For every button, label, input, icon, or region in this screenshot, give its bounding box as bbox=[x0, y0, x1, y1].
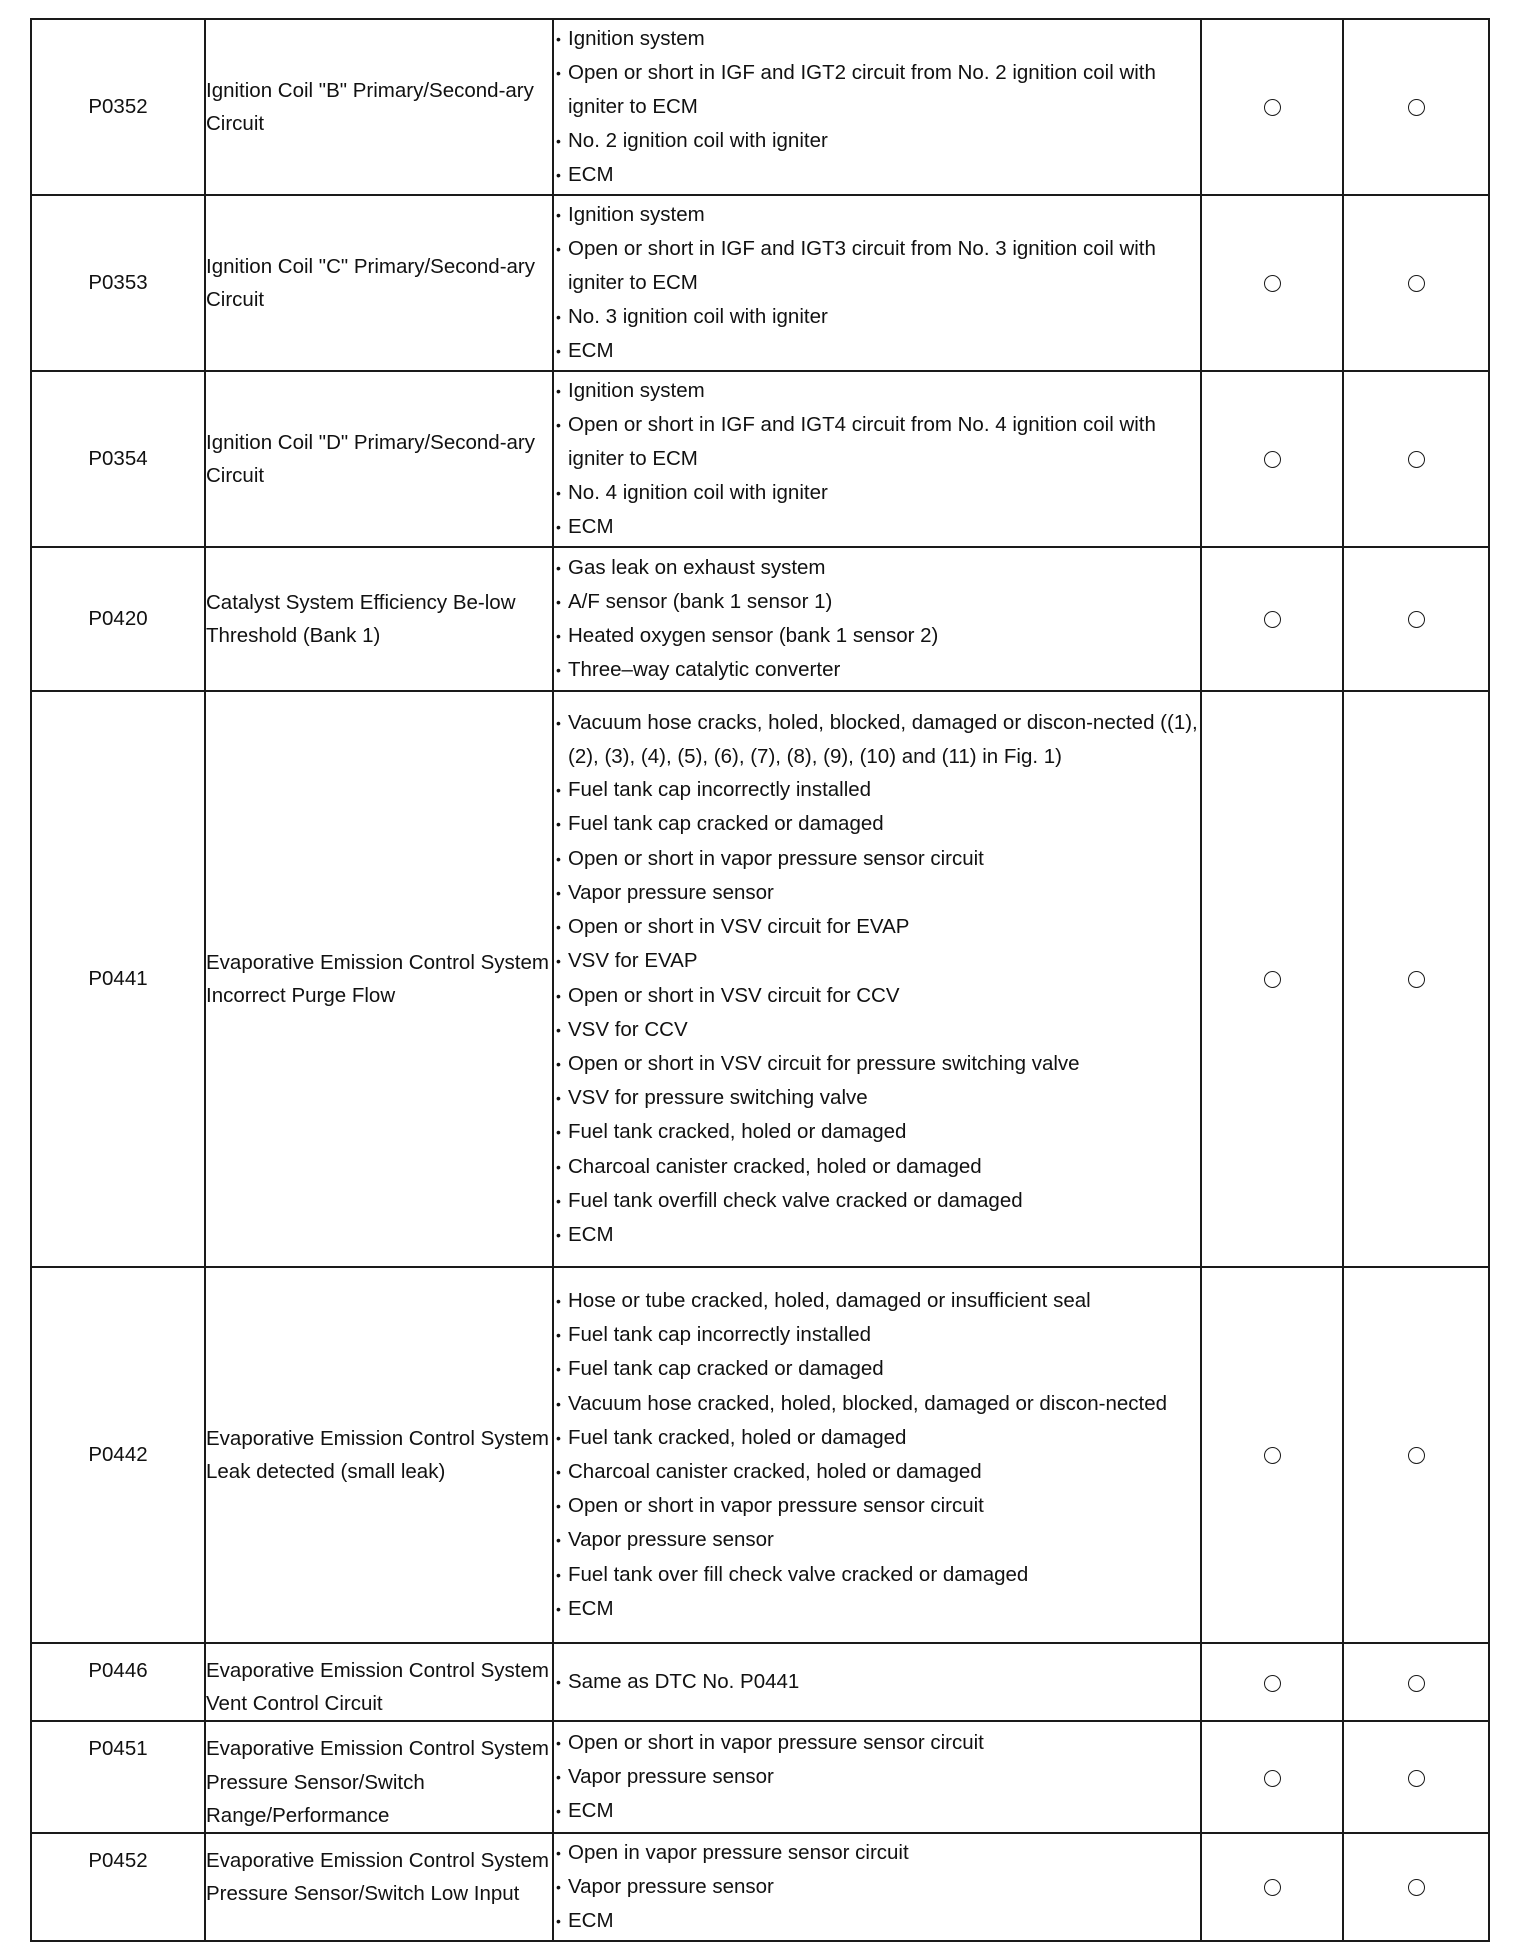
detection-item: Ignition Coil "D" Primary/Second-ary Circuit bbox=[205, 371, 553, 547]
list-item bbox=[554, 944, 1200, 978]
list-item bbox=[554, 1904, 1200, 1938]
trouble-area-text: No. 4 ignition coil with igniter bbox=[568, 480, 828, 504]
trouble-area-text: VSV for pressure switching valve bbox=[568, 1086, 868, 1110]
memory-column-cell bbox=[1343, 1833, 1489, 1941]
circle-icon bbox=[1264, 1675, 1281, 1692]
trouble-area-text: Fuel tank cracked, holed or damaged bbox=[568, 1425, 907, 1449]
circle-icon bbox=[1264, 275, 1281, 292]
trouble-area-text: No. 2 ignition coil with igniter bbox=[568, 128, 828, 152]
list-item bbox=[554, 842, 1200, 876]
memory-column-cell bbox=[1343, 547, 1489, 691]
memory-column-cell bbox=[1343, 1643, 1489, 1721]
circle-icon bbox=[1264, 1770, 1281, 1787]
list-item bbox=[554, 1794, 1200, 1828]
trouble-area-text: Open or short in IGF and IGT2 circuit from No. 2 ignition coil with igniter to ECM bbox=[568, 61, 1156, 119]
trouble-area-list bbox=[554, 1284, 1200, 1626]
circle-icon bbox=[1408, 611, 1425, 628]
trouble-area-text: Open or short in VSV circuit for pressure switching valve bbox=[568, 1051, 1080, 1075]
memory-column-cell bbox=[1343, 195, 1489, 371]
detection-item: Evaporative Emission Control System Incorrect Purge Flow bbox=[205, 691, 553, 1267]
memory-column-cell bbox=[1343, 19, 1489, 195]
memory-column-cell bbox=[1343, 691, 1489, 1267]
mil-column-cell bbox=[1201, 1721, 1343, 1833]
circle-icon bbox=[1408, 1770, 1425, 1787]
trouble-area-text: Hose or tube cracked, holed, damaged or insufficient seal bbox=[568, 1288, 1091, 1312]
trouble-area-text: Fuel tank cap cracked or damaged bbox=[568, 812, 884, 836]
trouble-area-text: ECM bbox=[568, 338, 614, 362]
list-item bbox=[554, 1523, 1200, 1557]
list-item bbox=[554, 300, 1200, 334]
circle-icon bbox=[1408, 275, 1425, 292]
list-item bbox=[554, 1558, 1200, 1592]
list-item bbox=[554, 1455, 1200, 1489]
memory-column-cell bbox=[1343, 1721, 1489, 1833]
trouble-area bbox=[553, 1721, 1201, 1833]
list-item bbox=[554, 334, 1200, 368]
table-row bbox=[31, 19, 1489, 195]
trouble-area-text: Vapor pressure sensor bbox=[568, 1874, 774, 1898]
trouble-area-text: Vacuum hose cracked, holed, blocked, damaged or discon-nected bbox=[568, 1391, 1168, 1415]
trouble-area-text: Same as DTC No. P0441 bbox=[568, 1670, 800, 1694]
list-item bbox=[554, 1047, 1200, 1081]
list-item bbox=[554, 1115, 1200, 1149]
detection-item: Evaporative Emission Control System Leak detected (small leak) bbox=[205, 1267, 553, 1643]
trouble-area-text: ECM bbox=[568, 1909, 614, 1933]
dtc-code: P0442 bbox=[31, 1267, 205, 1643]
trouble-area-text: Open or short in vapor pressure sensor circuit bbox=[568, 1494, 984, 1518]
dtc-code: P0441 bbox=[31, 691, 205, 1267]
circle-icon bbox=[1408, 1879, 1425, 1896]
list-item bbox=[554, 476, 1200, 510]
list-item bbox=[554, 232, 1200, 299]
list-item bbox=[554, 1387, 1200, 1421]
table-row bbox=[31, 1267, 1489, 1643]
trouble-area-text: Fuel tank overfill check valve cracked or damaged bbox=[568, 1188, 1023, 1212]
trouble-area bbox=[553, 1267, 1201, 1643]
trouble-area-text: VSV for CCV bbox=[568, 1017, 688, 1041]
list-item bbox=[554, 374, 1200, 408]
trouble-area-text: Open or short in VSV circuit for CCV bbox=[568, 983, 900, 1007]
table-row bbox=[31, 691, 1489, 1267]
trouble-area-text: Fuel tank cap incorrectly installed bbox=[568, 778, 872, 802]
trouble-area-text: Open in vapor pressure sensor circuit bbox=[568, 1840, 909, 1864]
list-item bbox=[554, 706, 1200, 773]
list-item bbox=[554, 1726, 1200, 1760]
mil-column-cell bbox=[1201, 691, 1343, 1267]
list-item bbox=[554, 1421, 1200, 1455]
trouble-area-text: Vapor pressure sensor bbox=[568, 1528, 774, 1552]
trouble-area bbox=[553, 195, 1201, 371]
list-item bbox=[554, 910, 1200, 944]
list-item bbox=[554, 773, 1200, 807]
list-item bbox=[554, 1836, 1200, 1870]
list-item bbox=[554, 1081, 1200, 1115]
trouble-area-list bbox=[554, 706, 1200, 1252]
trouble-area-text: Charcoal canister cracked, holed or damaged bbox=[568, 1154, 982, 1178]
circle-icon bbox=[1264, 1879, 1281, 1896]
list-item bbox=[554, 1218, 1200, 1252]
circle-icon bbox=[1264, 451, 1281, 468]
mil-column-cell bbox=[1201, 1643, 1343, 1721]
trouble-area-text: ECM bbox=[568, 1596, 614, 1620]
trouble-area-text: A/F sensor (bank 1 sensor 1) bbox=[568, 589, 833, 613]
trouble-area-text: Ignition system bbox=[568, 378, 705, 402]
trouble-area-text: Fuel tank cap incorrectly installed bbox=[568, 1323, 872, 1347]
trouble-area-text: ECM bbox=[568, 1222, 614, 1246]
list-item bbox=[554, 22, 1200, 56]
list-item bbox=[554, 408, 1200, 475]
trouble-area-text: Open or short in IGF and IGT3 circuit from No. 3 ignition coil with igniter to ECM bbox=[568, 237, 1156, 295]
trouble-area-list bbox=[554, 22, 1200, 192]
table-row bbox=[31, 195, 1489, 371]
list-item bbox=[554, 1318, 1200, 1352]
list-item bbox=[554, 876, 1200, 910]
list-item bbox=[554, 56, 1200, 123]
circle-icon bbox=[1408, 971, 1425, 988]
list-item bbox=[554, 1592, 1200, 1626]
detection-item: Catalyst System Efficiency Be-low Threshold (Bank 1) bbox=[205, 547, 553, 691]
mil-column-cell bbox=[1201, 1833, 1343, 1941]
list-item bbox=[554, 510, 1200, 544]
list-item bbox=[554, 551, 1200, 585]
trouble-area-text: Vapor pressure sensor bbox=[568, 880, 774, 904]
trouble-area-text: Three–way catalytic converter bbox=[568, 658, 841, 682]
circle-icon bbox=[1408, 99, 1425, 116]
list-item bbox=[554, 1665, 1200, 1699]
detection-item: Ignition Coil "C" Primary/Second-ary Circuit bbox=[205, 195, 553, 371]
mil-column-cell bbox=[1201, 547, 1343, 691]
trouble-area-text: Vacuum hose cracks, holed, blocked, damaged or discon-nected ((1), (2), (3), (4), (5), (6), (7), (8), (9), (10) and (11) in Fig. 1) bbox=[568, 710, 1198, 769]
dtc-table-body bbox=[31, 19, 1489, 1941]
detection-item: Evaporative Emission Control System Vent Control Circuit bbox=[205, 1643, 553, 1721]
trouble-area-text: Fuel tank cap cracked or damaged bbox=[568, 1357, 884, 1381]
trouble-area-text: Fuel tank over fill check valve cracked or damaged bbox=[568, 1562, 1029, 1586]
dtc-code: P0352 bbox=[31, 19, 205, 195]
trouble-area-text: ECM bbox=[568, 514, 614, 538]
circle-icon bbox=[1408, 1675, 1425, 1692]
trouble-area-list bbox=[554, 1665, 1200, 1699]
list-item bbox=[554, 1184, 1200, 1218]
mil-column-cell bbox=[1201, 19, 1343, 195]
trouble-area-text: Open or short in vapor pressure sensor circuit bbox=[568, 1730, 984, 1754]
trouble-area-text: VSV for EVAP bbox=[568, 949, 698, 973]
table-row bbox=[31, 1721, 1489, 1833]
list-item bbox=[554, 124, 1200, 158]
list-item bbox=[554, 619, 1200, 653]
trouble-area-text: ECM bbox=[568, 162, 614, 186]
table-row bbox=[31, 547, 1489, 691]
trouble-area-text: Ignition system bbox=[568, 26, 705, 50]
trouble-area-text: Vapor pressure sensor bbox=[568, 1765, 774, 1789]
trouble-area bbox=[553, 1833, 1201, 1941]
list-item bbox=[554, 807, 1200, 841]
list-item bbox=[554, 979, 1200, 1013]
list-item bbox=[554, 1760, 1200, 1794]
mil-column-cell bbox=[1201, 371, 1343, 547]
table-row bbox=[31, 1833, 1489, 1941]
detection-item: Evaporative Emission Control System Pressure Sensor/Switch Low Input bbox=[205, 1833, 553, 1941]
list-item bbox=[554, 1013, 1200, 1047]
list-item bbox=[554, 1352, 1200, 1386]
trouble-area-text: Gas leak on exhaust system bbox=[568, 555, 826, 579]
trouble-area-list bbox=[554, 1726, 1200, 1829]
table-row bbox=[31, 371, 1489, 547]
dtc-code: P0420 bbox=[31, 547, 205, 691]
list-item bbox=[554, 1284, 1200, 1318]
trouble-area-list bbox=[554, 551, 1200, 688]
trouble-area-text: Ignition system bbox=[568, 202, 705, 226]
mil-column-cell bbox=[1201, 195, 1343, 371]
dtc-code: P0452 bbox=[31, 1833, 205, 1941]
circle-icon bbox=[1408, 1447, 1425, 1464]
trouble-area-text: Fuel tank cracked, holed or damaged bbox=[568, 1120, 907, 1144]
circle-icon bbox=[1264, 971, 1281, 988]
trouble-area-list bbox=[554, 198, 1200, 368]
list-item bbox=[554, 1150, 1200, 1184]
memory-column-cell bbox=[1343, 371, 1489, 547]
list-item bbox=[554, 653, 1200, 687]
trouble-area bbox=[553, 1643, 1201, 1721]
detection-item: Ignition Coil "B" Primary/Second-ary Circuit bbox=[205, 19, 553, 195]
trouble-area-text: ECM bbox=[568, 1799, 614, 1823]
list-item bbox=[554, 1870, 1200, 1904]
list-item bbox=[554, 585, 1200, 619]
table-row bbox=[31, 1643, 1489, 1721]
trouble-area-text: Charcoal canister cracked, holed or damaged bbox=[568, 1460, 982, 1483]
list-item bbox=[554, 198, 1200, 232]
trouble-area-list bbox=[554, 374, 1200, 544]
circle-icon bbox=[1408, 451, 1425, 468]
trouble-area-text: Open or short in IGF and IGT4 circuit from No. 4 ignition coil with igniter to ECM bbox=[568, 413, 1156, 471]
trouble-area-text: Open or short in vapor pressure sensor circuit bbox=[568, 846, 984, 870]
trouble-area-text: No. 3 ignition coil with igniter bbox=[568, 304, 828, 328]
dtc-code: P0446 bbox=[31, 1643, 205, 1721]
dtc-table bbox=[30, 18, 1490, 1942]
detection-item: Evaporative Emission Control System Pressure Sensor/Switch Range/Performance bbox=[205, 1721, 553, 1833]
list-item bbox=[554, 158, 1200, 192]
circle-icon bbox=[1264, 611, 1281, 628]
memory-column-cell bbox=[1343, 1267, 1489, 1643]
circle-icon bbox=[1264, 1447, 1281, 1464]
circle-icon bbox=[1264, 99, 1281, 116]
trouble-area-text: Heated oxygen sensor (bank 1 sensor 2) bbox=[568, 624, 939, 647]
trouble-area bbox=[553, 547, 1201, 691]
trouble-area bbox=[553, 371, 1201, 547]
trouble-area bbox=[553, 691, 1201, 1267]
trouble-area bbox=[553, 19, 1201, 195]
trouble-area-list bbox=[554, 1836, 1200, 1939]
trouble-area-text: Open or short in VSV circuit for EVAP bbox=[568, 915, 910, 939]
list-item bbox=[554, 1489, 1200, 1523]
dtc-code: P0353 bbox=[31, 195, 205, 371]
mil-column-cell bbox=[1201, 1267, 1343, 1643]
dtc-code: P0354 bbox=[31, 371, 205, 547]
dtc-code: P0451 bbox=[31, 1721, 205, 1833]
